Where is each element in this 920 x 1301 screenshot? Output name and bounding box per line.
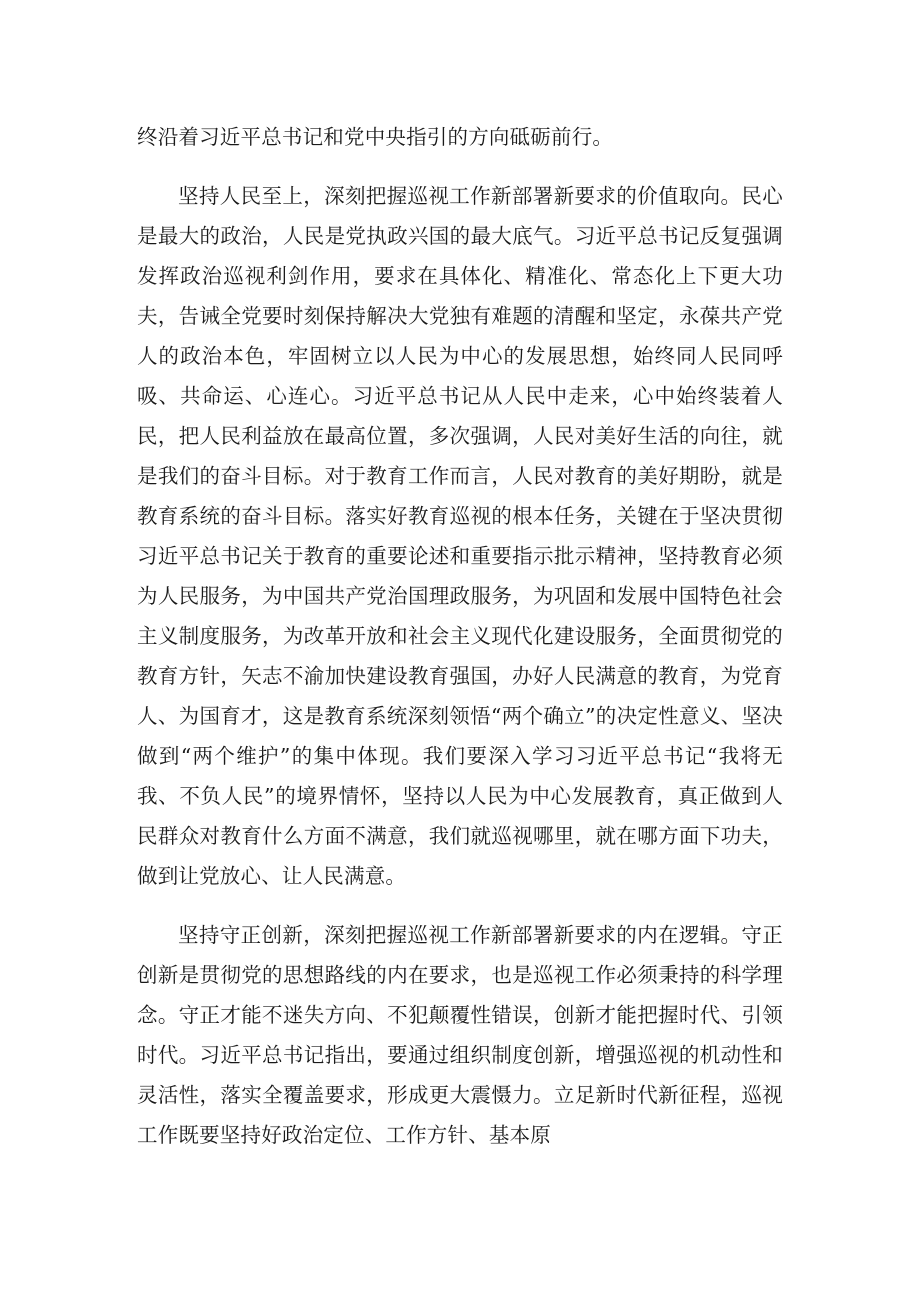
paragraph-people-first: 坚持人民至上，深刻把握巡视工作新部署新要求的价值取向。民心是最大的政治，人民是党执政兴国的最大底气。习近平总书记反复强调发挥政治巡视利剑作用，要求在具体化、精准化、常态化上下更大功夫，告诫全党要时刻保持解决大党独有难题的清醒和坚定，永葆共产党人的政治本色，牢固树立以人民为中心的发展思想，始终同人民同呼吸、共命运、心连心。习近平总书记从人民中走来，心中始终装着人民，把人民利益放在最高位置，多次强调，人民对美好生活的向往，就是我们的奋斗目标。对于教育工作而言，人民对教育的美好期盼，就是教育系统的奋斗目标。落实好教育巡视的根本任务，关键在于坚决贯彻习近平总书记关于教育的重要论述和重要指示批示精神，坚持教育必须为人民服务，为中国共产党治国理政服务，为巩固和发展中国特色社会主义制度服务，为改革开放和社会主义现代化建设服务，全面贯彻党的教育方针，矢志不渝加快建设教育强国，办好人民满意的教育，为党育人、为国育才，这是教育系统深刻领悟“两个确立”的决定性意义、坚决做到“两个维护”的集中体现。我们要深入学习习近平总书记“我将无我、不负人民”的境界情怀，坚持以人民为中心发展教育，真正做到人民群众对教育什么方面不满意，我们就巡视哪里，就在哪方面下功夫，做到让党放心、让人民满意。 bbox=[137, 184, 783, 888]
paragraph-continuation: 终沿着习近平总书记和党中央指引的方向砥砺前行。 bbox=[137, 125, 614, 149]
paragraph-innovation: 坚持守正创新，深刻把握巡视工作新部署新要求的内在逻辑。守正创新是贯彻党的思想路线的内在要求，也是巡视工作必须秉持的科学理念。守正才能不迷失方向、不犯颠覆性错误，创新才能把握时代、引领时代。习近平总书记指出，要通过组织制度创新，增强巡视的机动性和灵活性，落实全覆盖要求，形成更大震慑力。立足新时代新征程，巡视工作既要坚持好政治定位、工作方针、基本原 bbox=[137, 923, 783, 1147]
document-body bbox=[137, 117, 783, 1174]
